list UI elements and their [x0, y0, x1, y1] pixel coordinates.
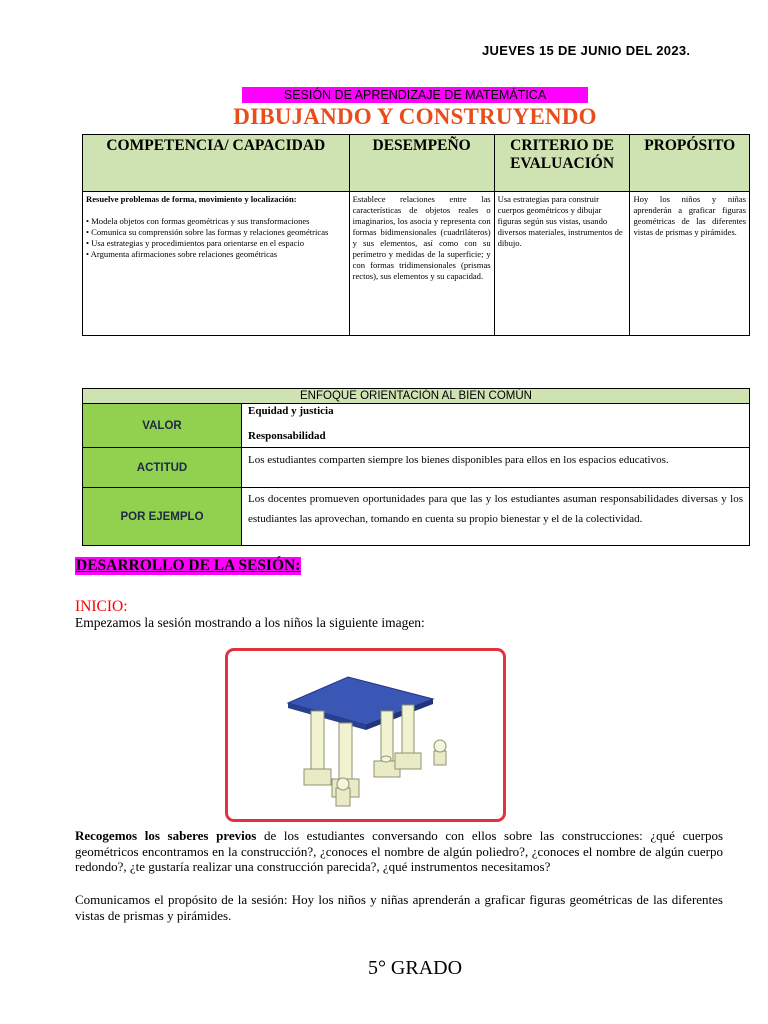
- intro-text: Empezamos la sesión mostrando a los niños la siguiente imagen:: [75, 615, 425, 630]
- desempeno-cell: Establece relaciones entre las características de objetos reales o imaginarios, los asocia y representa con formas bidimensionales (cuadriláteros) y sus elementos, así como con su perímetro y medidas de la superficie; y con formas tridimensionales (prismas rectos), sus elementos y su capacidad.: [349, 192, 494, 336]
- capacidad-item: • Argumenta afirmaciones sobre relaciones geométricas: [86, 249, 278, 259]
- saberes-text: de los estudiantes conversando con ellos sobre las construcciones: ¿qué cuerpos geométricos encontramos en la construcción?, ¿conoces el nombre de algún poliedro?, ¿conoces el nombre de algún cuerpo redondo?, ¿te gustaría realizar una construcción parecida?, ¿qué instrumentos necesitamos?: [75, 828, 724, 874]
- valor-cell: [242, 404, 750, 448]
- header-proposito: PROPÓSITO: [630, 135, 750, 192]
- competencia-title: Resuelve problemas de forma, movimiento y localización:: [86, 194, 297, 204]
- enfoque-table: [82, 388, 750, 546]
- construction-image: [225, 648, 506, 822]
- saberes-bold: Recogemos los saberes previos: [75, 828, 257, 843]
- actitud-text: Los estudiantes comparten siempre los bienes disponibles para ellos en los espacios educativos.: [242, 448, 750, 488]
- proposito-paragraph: Comunicamos el propósito de la sesión: Hoy los niños y niñas aprenderán a graficar figuras geométricas de las diferentes vistas de prismas y pirámides.: [75, 892, 723, 923]
- ejemplo-label: POR EJEMPLO: [83, 488, 242, 546]
- header-desempeno: DESEMPEÑO: [349, 135, 494, 192]
- actitud-label: ACTITUD: [83, 448, 242, 488]
- valor-item: Equidad y justicia: [248, 405, 334, 417]
- capacidad-item: • Usa estrategias y procedimientos para orientarse en el espacio: [86, 238, 305, 248]
- competencias-table: [82, 134, 750, 336]
- ejemplo-text: Los docentes promueven oportunidades para que las y los estudiantes asuman responsabilidades diversas y los estudiantes las aprovechan, tomando en cuenta su propio bienestar y el de la colectividad.: [242, 488, 750, 546]
- page-title: DIBUJANDO Y CONSTRUYENDO: [233, 104, 597, 129]
- valor-item: Responsabilidad: [248, 430, 326, 442]
- desarrollo-heading: DESARROLLO DE LA SESIÓN:: [76, 557, 301, 574]
- capacidad-item: • Modela objetos con formas geométricas y sus transformaciones: [86, 216, 310, 226]
- inicio-heading: INICIO:: [75, 598, 128, 615]
- criterio-cell: Usa estrategias para construir cuerpos geométricos y dibujar figuras según sus vistas, usando diversos materiales, instrumentos de dibujo.: [494, 192, 630, 336]
- session-date: JUEVES 15 DE JUNIO DEL 2023.: [482, 43, 691, 58]
- capacidad-item: • Comunica su comprensión sobre las formas y relaciones geométricas: [86, 227, 329, 237]
- proposito-cell: Hoy los niños y niñas aprenderán a graficar figuras geométricas de las diferentes vistas de prismas y pirámides.: [630, 192, 750, 336]
- pavilion-illustration: [228, 651, 503, 819]
- header-criterio: CRITERIO DE EVALUACIÓN: [494, 135, 630, 192]
- session-subtitle: SESIÓN DE APRENDIZAJE DE MATEMÁTICA: [242, 87, 588, 103]
- competencia-cell: [83, 192, 350, 336]
- saberes-previos-paragraph: [75, 828, 723, 875]
- enfoque-header: ENFOQUE ORIENTACIÓN AL BIEN COMÚN: [83, 389, 750, 404]
- grade-footer: 5° GRADO: [367, 957, 463, 979]
- header-competencia: COMPETENCIA/ CAPACIDAD: [83, 135, 350, 192]
- valor-label: VALOR: [83, 404, 242, 448]
